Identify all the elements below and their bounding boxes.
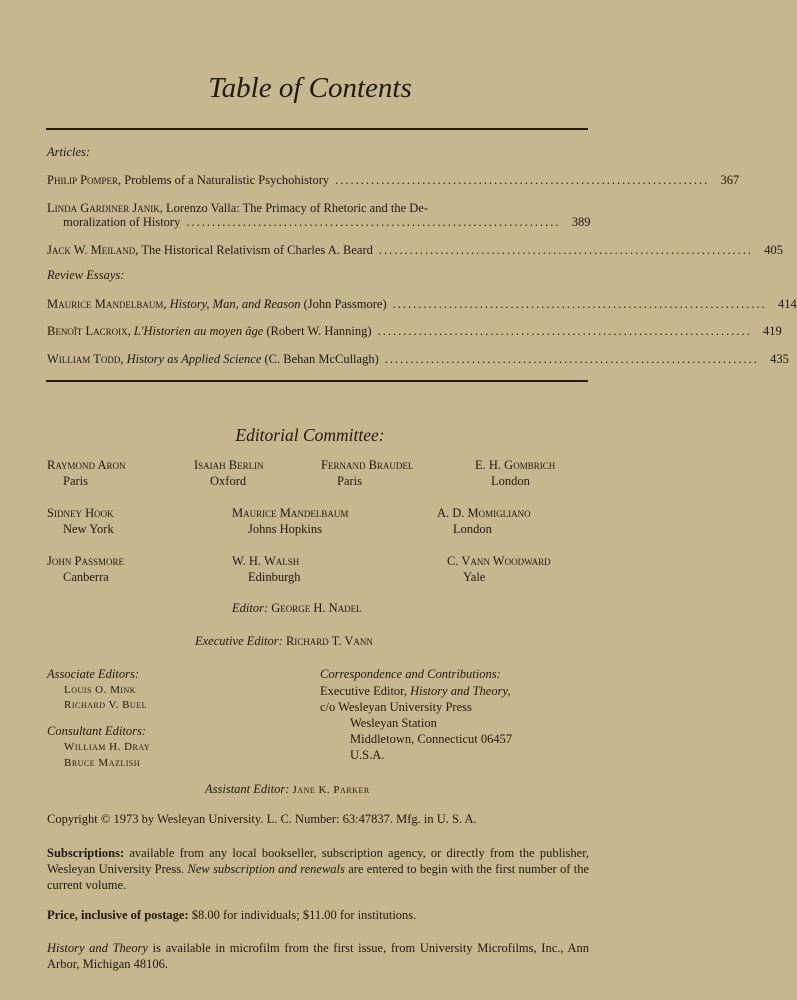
consultant-editors-heading: Consultant Editors:: [47, 724, 146, 738]
toc-entry: Linda Gardiner Janik, Lorenzo Valla: The Primacy of Rhetoric and the De-: [47, 201, 428, 215]
committee-member: Isaiah Berlin Oxford: [194, 458, 264, 488]
toc-page: 405: [764, 243, 783, 257]
correspondence-line: c/o Wesleyan University Press: [320, 700, 472, 714]
toc-book: L'Historien au moyen âge: [133, 324, 264, 338]
toc-page: 414: [778, 297, 797, 311]
subscriptions-paragraph: Subscriptions: available from any local bookseller, subscription agency, or directly from the publisher, Wesleyan University Press. New subscription and renewals are entered to begin with the first number of the current volume.: [47, 846, 590, 892]
copyright-line: Copyright © 1973 by Wesleyan University. L. C. Number: 63:47837. Mfg. in U. S. A.: [47, 812, 477, 826]
toc-reviewer: (C. Behan McCullagh): [264, 352, 379, 366]
page-title: Table of Contents: [208, 72, 412, 104]
toc-book: History as Applied Science: [126, 352, 262, 366]
correspondence-line: Wesleyan Station: [350, 716, 437, 730]
top-rule: [46, 128, 588, 130]
executive-editor-line: Executive Editor: Richard T. Vann: [195, 634, 373, 648]
toc-entry: Jack W. Meiland, The Historical Relativism of Charles A. Beard ......................................................................... 405: [47, 243, 783, 257]
toc-title: moralization of History: [63, 215, 181, 229]
toc-page: 367: [720, 173, 740, 187]
committee-member: E. H. Gombrich London: [475, 458, 556, 488]
toc-author: Benoît Lacroix: [47, 324, 128, 338]
price-line: Price, inclusive of postage: $8.00 for individuals; $11.00 for institutions.: [47, 908, 417, 922]
editor-line: Editor: George H. Nadel: [232, 601, 362, 615]
associate-editor: Richard V. Buel: [64, 699, 147, 711]
correspondence-line: Executive Editor, History and Theory,: [320, 684, 511, 698]
toc-reviewer: (John Passmore): [303, 297, 387, 311]
toc-author: Linda Gardiner Janik: [47, 201, 160, 215]
toc-entry-continued: moralization of History ......................................................................... 389: [63, 215, 591, 229]
toc-entry: William Todd, History as Applied Science (C. Behan McCullagh) ......................................................................... 435: [47, 352, 789, 366]
committee-member: Sidney Hook New York: [47, 506, 114, 536]
toc-title: Lorenzo Valla: The Primacy of Rhetoric and the De-: [166, 201, 428, 215]
toc-author: William Todd: [47, 352, 121, 366]
committee-member: Maurice Mandelbaum Johns Hopkins: [232, 506, 349, 536]
toc-title: Problems of a Naturalistic Psychohistory: [124, 173, 330, 187]
consultant-editor: Bruce Mazlish: [64, 757, 141, 769]
review-heading: Review Essays:: [47, 268, 125, 282]
bottom-rule: [46, 380, 588, 382]
microfilm-paragraph: History and Theory is available in microfilm from the first issue, from University Microfilms, Inc., Ann Arbor, Michigan 48106.: [47, 941, 589, 971]
toc-page: 419: [762, 324, 782, 338]
committee-member: A. D. Momigliano London: [437, 506, 531, 536]
correspondence-line: U.S.A.: [350, 748, 385, 762]
correspondence-line: Middletown, Connecticut 06457: [350, 732, 513, 746]
assistant-editor-line: Assistant Editor: Jane K. Parker: [205, 782, 370, 796]
associate-editor: Louis O. Mink: [64, 684, 137, 696]
committee-member: John Passmore Canberra: [47, 554, 124, 584]
toc-book: History, Man, and Reason: [169, 297, 301, 311]
correspondence-heading: Correspondence and Contributions:: [320, 667, 501, 681]
committee-heading: Editorial Committee:: [235, 425, 385, 445]
toc-author: Jack W. Meiland: [47, 243, 136, 257]
articles-heading: Articles:: [47, 145, 91, 159]
committee-member: W. H. Walsh Edinburgh: [232, 554, 301, 584]
toc-entry: Maurice Mandelbaum, History, Man, and Reason (John Passmore) ......................................................................... 414: [47, 297, 797, 311]
committee-member: C. Vann Woodward Yale: [447, 554, 551, 584]
committee-member: Fernand Braudel Paris: [321, 458, 414, 488]
committee-member: Raymond Aron Paris: [47, 458, 126, 488]
toc-author: Maurice Mandelbaum: [47, 297, 164, 311]
toc-page: 389: [571, 215, 591, 229]
associate-editors-heading: Associate Editors:: [47, 667, 140, 681]
toc-reviewer: (Robert W. Hanning): [266, 324, 372, 338]
toc-entry: Philip Pomper, Problems of a Naturalistic Psychohistory ......................................................................... 367: [47, 173, 740, 187]
toc-author: Philip Pomper: [47, 173, 119, 187]
toc-title: The Historical Relativism of Charles A. Beard: [141, 243, 373, 257]
toc-page: 435: [770, 352, 789, 366]
consultant-editor: William H. Dray: [64, 741, 151, 753]
toc-entry: Benoît Lacroix, L'Historien au moyen âge (Robert W. Hanning) ......................................................................... 419: [47, 324, 782, 338]
